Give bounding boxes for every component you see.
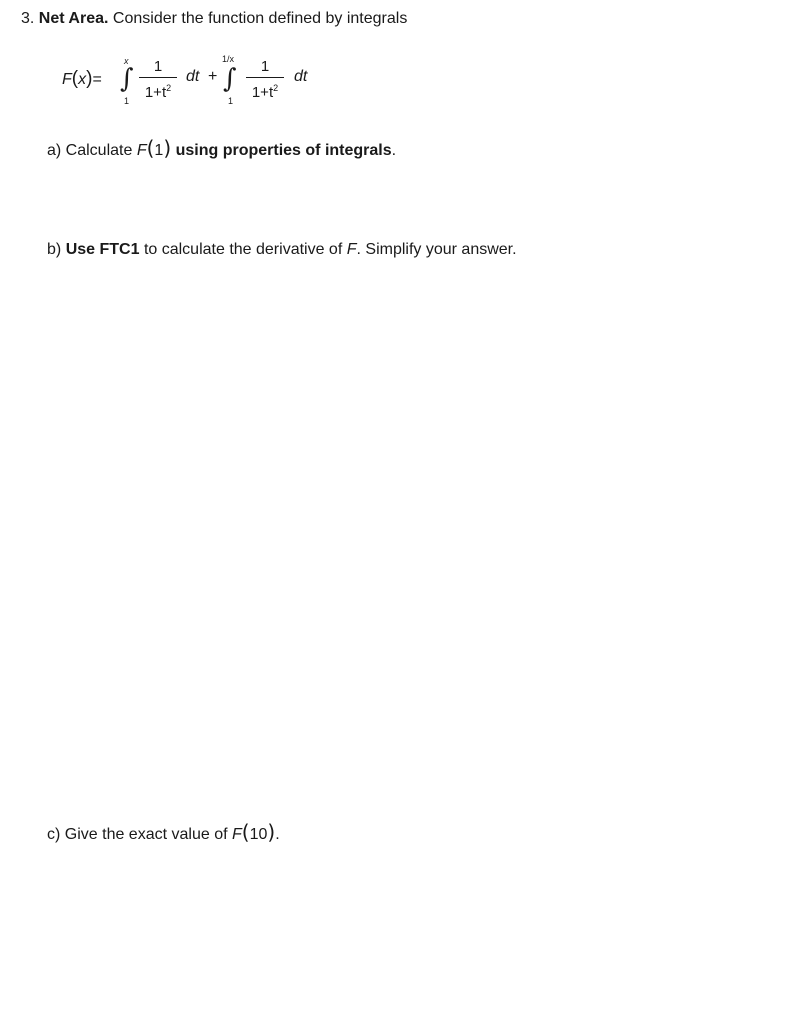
integral1-differential: dt — [186, 68, 200, 85]
integral2-upper-limit: 1/x — [222, 54, 235, 64]
lhs-function: F — [62, 71, 72, 88]
equals-sign: = — [92, 71, 102, 88]
problem-intro: Consider the function defined by integrals — [112, 10, 408, 27]
part-b — [47, 241, 517, 259]
part-b-bold-text: Use FTC1 — [65, 241, 140, 258]
part-c: c) Give the exact value of F(10). — [47, 820, 280, 844]
integral1-upper-limit: x — [124, 56, 129, 66]
part-b-label: b) — [47, 241, 62, 258]
lhs-variable: x — [78, 71, 87, 88]
integral2-fraction — [246, 58, 284, 102]
problem-header — [21, 10, 407, 28]
integral1-numerator: 1 — [153, 58, 163, 75]
part-a: a) Calculate F(1) using properties of integrals. — [47, 136, 397, 160]
part-a-function: F — [136, 142, 147, 159]
integral2-sign: ∫ — [223, 64, 237, 94]
integral-formula — [62, 52, 362, 112]
part-c-label: c) Give the exact value of — [47, 826, 228, 843]
integral1-sign: ∫ — [120, 64, 134, 94]
problem-number: 3. — [21, 10, 35, 27]
problem-title: Net Area. — [38, 10, 109, 27]
integral2-denominator: $1+t^2$ — [251, 83, 279, 101]
integral1-denominator: $1+t^2$ — [144, 83, 172, 101]
integral1-fraction — [139, 58, 177, 102]
part-c-argument: 10 — [249, 826, 268, 843]
integral1-fraction-bar — [139, 77, 177, 78]
part-a-bold-text: using properties of integrals — [175, 142, 392, 159]
integral2-differential: dt — [294, 68, 308, 85]
part-b-text: to calculate the derivative of — [143, 241, 343, 258]
part-c-function: F — [231, 826, 242, 843]
integral2-fraction-bar — [246, 77, 284, 78]
part-a-argument: 1 — [154, 142, 164, 159]
plus-sign: + — [208, 68, 218, 85]
part-b-text-end: . Simplify your answer. — [356, 241, 517, 258]
integral2-lower-limit: 1 — [228, 96, 234, 106]
integral1-lower-limit: 1 — [124, 96, 130, 106]
formula-lhs: F(x)= — [62, 68, 102, 89]
part-b-function: F — [346, 241, 357, 258]
part-a-label: a) Calculate — [47, 142, 133, 159]
part-a-period: . — [391, 142, 397, 159]
part-c-period: . — [275, 826, 280, 843]
integral2-numerator: 1 — [260, 58, 270, 75]
